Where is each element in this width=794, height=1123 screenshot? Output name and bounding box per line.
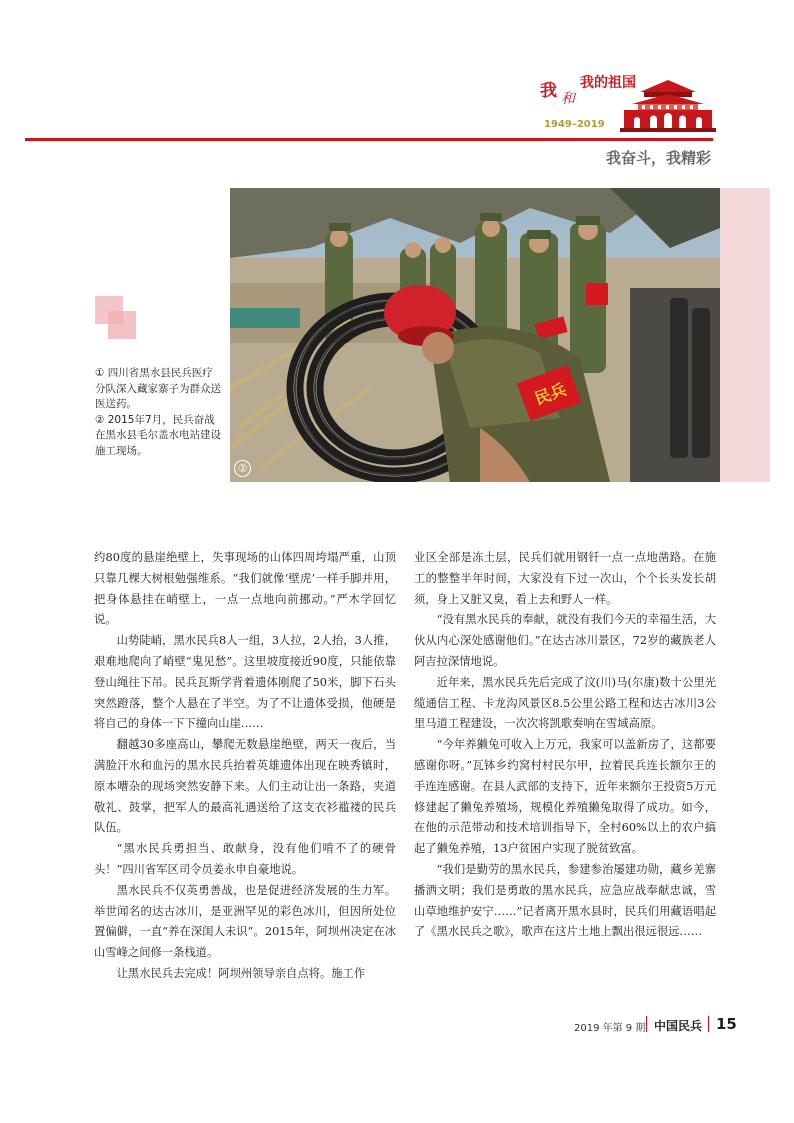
article-paragraph: 山势陡峭，黑水民兵8人一组，3人拉，2人抬，3人推，艰难地爬向了峭壁“鬼见愁”。这里坡度接近90度，只能依靠登山绳往下吊。民兵瓦斯学背着遗体刚爬了50米，脚下石头突然蹬落，整个人悬在了半空。为了不让遗体受损，他硬是将自己的身体一下下撞向山崖…… — [94, 634, 396, 731]
article-column-left — [94, 548, 396, 985]
photo-number-label: ② — [234, 460, 251, 477]
article-paragraph: “今年养獭兔可收入上万元，我家可以盖新房了，这都要感谢你呀。”瓦钵乡约窝村村民尔甲，拉着民兵连长额尔王的手连连感谢。在县人武部的支持下，近年来额尔王投资5万元修建起了獭兔养殖场，规模化养殖獭兔取得了成功。如今，在他的示范带动和技术培训指导下，全村60%以上的农户搞起了獭兔养殖，13户贫困户实现了脱贫致富。 — [414, 738, 716, 856]
article-paragraph: 近年来，黑水民兵先后完成了汶(川)马(尔康)数十公里光缆通信工程、卡龙沟风景区8.5公里公路工程和达古冰川3公里马道工程建设，一次次将凯歌奏响在雪域高原。 — [414, 675, 716, 731]
page-number: 15 — [716, 1015, 737, 1033]
photo-side-strip — [720, 188, 770, 482]
decor-square-dark — [108, 311, 136, 339]
article-paragraph: 约80度的悬崖绝壁上，失事现场的山体四周垮塌严重，山顶只靠几棵大树根勉强维系。“我们就像‘壁虎’一样手脚并用，把身体悬挂在峭壁上，一点一点地向前挪动。”严木学回忆说。 — [94, 551, 396, 627]
article-paragraph: “没有黑水民兵的奉献，就没有我们今天的幸福生活，大伙从内心深处感谢他们。”在达古冰川景区，72岁的藏族老人阿吉拉深情地说。 — [414, 613, 716, 668]
logo-motherland: 我的祖国 — [580, 75, 636, 91]
tiananmen-icon — [620, 74, 716, 132]
article-paragraph: 翻越30多座高山，攀爬无数悬崖绝壁，两天一夜后，当满脸汗水和血污的黑水民兵抬着英雄遗体出现在映秀镇时，原本嘈杂的现场突然安静下来。人们主动让出一条路，夹道敬礼、鼓掌，把军人的最高礼遇送给了这支衣衫褴褛的民兵队伍。 — [94, 738, 396, 835]
anniversary-logo — [540, 68, 715, 138]
logo-he: 和 — [561, 91, 575, 107]
militia-photo — [230, 188, 720, 482]
page-footer — [520, 1016, 740, 1034]
header-rule — [25, 138, 713, 141]
logo-years: 1949–2019 — [544, 119, 605, 130]
caption-line: ① 四川省黑水县民兵医疗分队深入藏家寨子为群众送医送药。 — [95, 367, 221, 410]
footer-divider — [646, 1016, 647, 1032]
article-column-right — [414, 548, 716, 943]
caption-line: ② 2015年7月，民兵奋战在黑水县毛尔盖水电站建设施工现场。 — [95, 413, 221, 457]
issue-label: 2019 年第 9 期 — [574, 1023, 646, 1034]
photo-caption — [95, 366, 223, 459]
armband-label: 民兵 — [532, 379, 569, 409]
footer-divider — [708, 1016, 709, 1032]
article-paragraph: 黑水民兵不仅英勇善战，也是促进经济发展的生力军。举世闻名的达古冰川，是亚洲罕见的彩色冰川，但因所处位置偏僻，一直“养在深闺人未识”。2015年，阿坝州决定在冰山雪峰之间修一条栈道。 — [94, 883, 396, 960]
article-paragraph: “我们是勤劳的黑水民兵，参建参治屡建功勋，藏乡羌寨播洒文明；我们是勇敢的黑水民兵，应急应战奉献忠诚，雪山草地维护安宁……”记者离开黑水县时，民兵们用藏语唱起了《黑水民兵之歌》，歌声在这片土地上飘出很远很远…… — [414, 862, 716, 939]
logo-wo: 我 — [540, 81, 557, 101]
magazine-name: 中国民兵 — [654, 1019, 703, 1033]
article-paragraph: 让黑水民兵去完成！阿坝州领导亲自点将。施工作 — [116, 966, 366, 980]
article-paragraph: “黑水民兵勇担当、敢献身，没有他们啃不了的硬骨头！”四川省军区司令员姜永申自豪地说。 — [94, 842, 396, 876]
column-slogan: 我奋斗，我精彩 — [606, 149, 712, 167]
construction-scene-image — [230, 188, 720, 482]
article-paragraph: 业区全部是冻土层，民兵们就用钢钎一点一点地凿路。在施工的整整半年时间，大家没有下过一次山，个个长头发长胡须，身上又脏又臭，看上去和野人一样。 — [414, 551, 716, 606]
